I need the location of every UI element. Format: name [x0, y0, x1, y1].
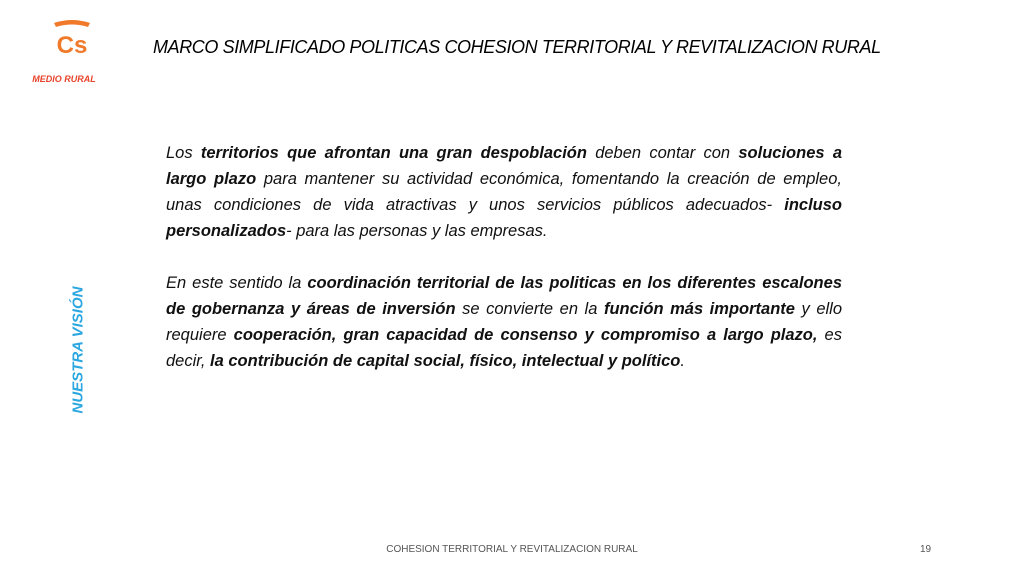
emphasis: cooperación, gran capacidad de consenso y compromiso a largo plazo,: [233, 326, 818, 344]
vertical-section-label: NUESTRA VISIÓN: [69, 286, 87, 414]
emphasis: coordinación territorial de las politicas en los diferentes escalones de gobernanza y áreas de inversión: [166, 274, 842, 318]
page-number: 19: [920, 544, 932, 555]
section-tag: MEDIO RURAL: [32, 74, 96, 84]
svg-text:Cs: Cs: [56, 32, 88, 59]
paragraph-1: Los territorios que afrontan una gran despoblación deben contar con soluciones a largo plazo para mantener su actividad económica, fomentando la creación de empleo, unas condiciones de vida atractivas y unos servicios públicos adecuados- incluso personalizados- para las personas y las empresas.: [166, 144, 843, 240]
emphasis: incluso personalizados: [166, 196, 842, 240]
emphasis: soluciones a largo plazo: [166, 144, 843, 188]
emphasis: territorios que afrontan una gran despoblación: [200, 144, 587, 162]
emphasis: la contribución de capital social, físico, intelectual y político: [210, 352, 681, 370]
body-text: [166, 140, 842, 374]
paragraph-2: En este sentido la coordinación territorial de las politicas en los diferentes escalones de gobernanza y áreas de inversión se convierte en la función más importante y ello requiere cooperación, gran capacidad de consenso y compromiso a largo plazo, es decir, la contribución de capital social, físico, intelectual y político.: [166, 274, 843, 370]
page-title: MARCO SIMPLIFICADO POLITICAS COHESION TERRITORIAL Y REVITALIZACION RURAL: [153, 37, 881, 57]
emphasis: función más importante: [603, 300, 795, 318]
footer-text: COHESION TERRITORIAL Y REVITALIZACION RURAL: [386, 544, 638, 555]
cs-logo-icon: [48, 16, 96, 64]
